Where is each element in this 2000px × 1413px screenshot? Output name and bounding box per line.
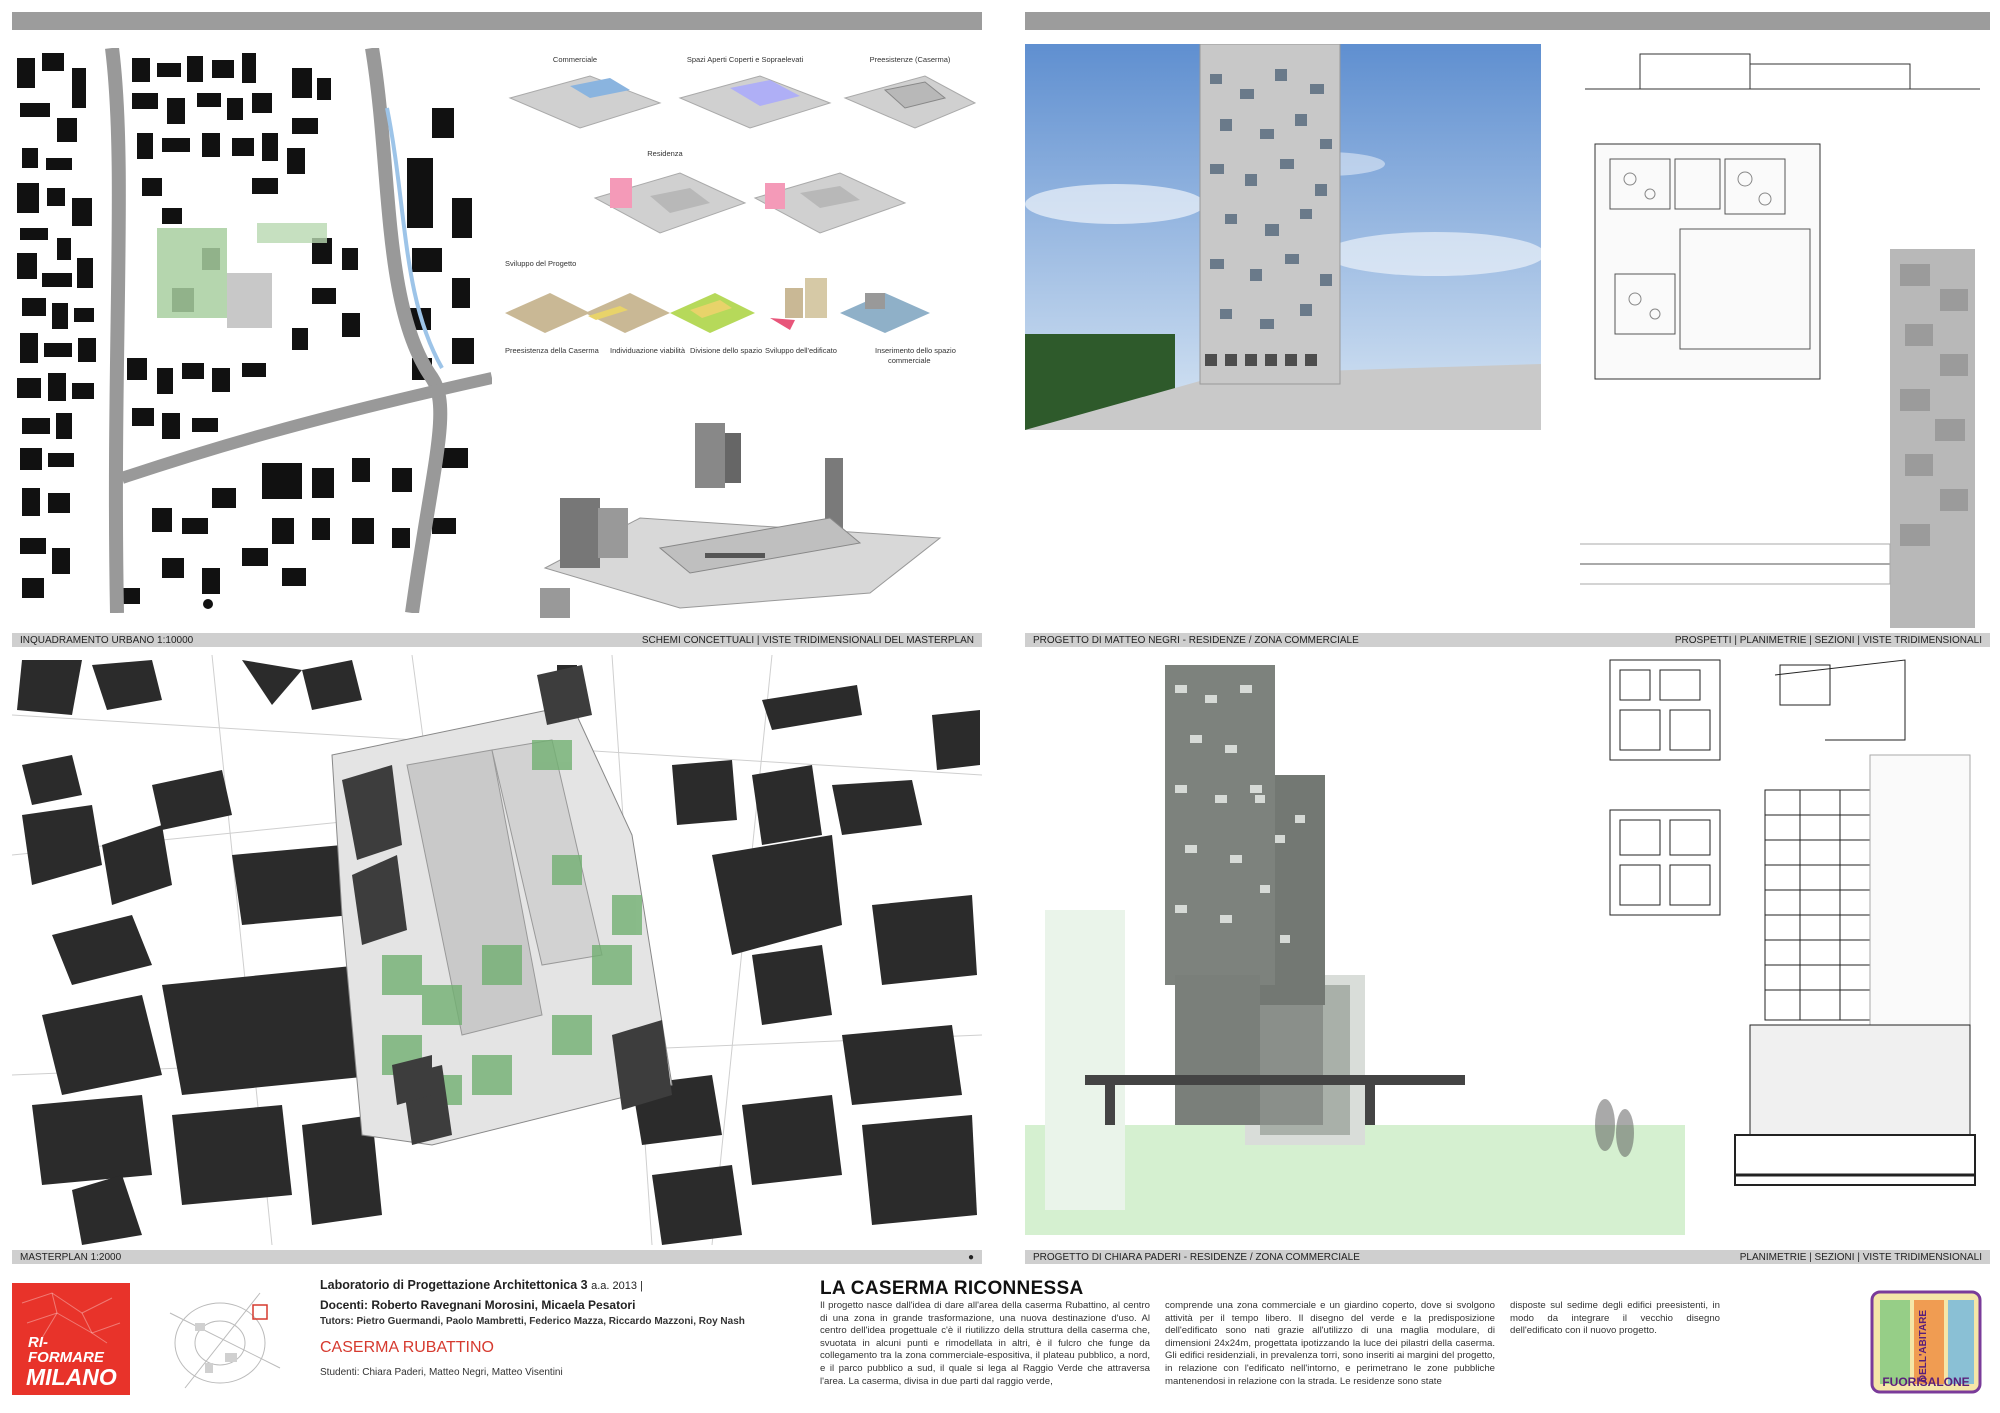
tutors: Tutors: Pietro Guermandi, Paolo Mambretti, Federico Mazza, Riccardo Mazzoni, Roy Nash (320, 1316, 745, 1327)
diagram-label-spazi-aperti: Spazi Aperti Coperti e Sopraelevati (686, 55, 804, 64)
credits-block (320, 1278, 750, 1378)
tower-render-photo (1025, 44, 1541, 430)
caption-masterplan: MASTERPLAN 1:2000 (20, 1251, 122, 1263)
bottom-left-caption (12, 1250, 982, 1264)
location-thumbnail-map (165, 1283, 285, 1395)
concept-diagrams (500, 48, 980, 618)
logo-line-3: MILANO (26, 1364, 117, 1390)
diagram-step-5b: commerciale (888, 356, 931, 365)
bottom-right-caption (1025, 1250, 1990, 1264)
top-right-caption (1025, 633, 1990, 647)
caption-paderi-drawings: PLANIMETRIE | SEZIONI | VISTE TRIDIMENSIONALI (1739, 1251, 1982, 1263)
students: Studenti: Chiara Paderi, Matteo Negri, Matteo Visentini (320, 1367, 563, 1378)
description-col-3: disposte sul sedime degli edifici preesistenti, in modo da integrare il vecchio disegno dell'edificato con il nuovo progetto. (1510, 1300, 1720, 1337)
project-name: CASERMA RUBATTINO (320, 1339, 494, 1356)
caption-urban-context: INQUADRAMENTO URBANO 1:10000 (20, 634, 194, 646)
top-left-caption (12, 633, 982, 647)
caption-negri-project: PROGETTO DI MATTEO NEGRI - RESIDENZE / ZONA COMMERCIALE (1033, 634, 1359, 646)
north-arrow-icon: ● (967, 1251, 974, 1263)
top-left-header-bar (12, 12, 982, 30)
riformare-milano-logo (12, 1283, 130, 1395)
towers-render (1025, 655, 1685, 1235)
top-right-header-bar (1025, 12, 1990, 30)
stamp-text-2: DELL'ABITARE (1918, 1309, 1929, 1383)
description-col-1: Il progetto nasce dall'idea di dare all'area della caserma Rubattino, al centro di una zona in grande trasformazione, una nuova destinazione d'uso. Al centro dell'idea progettuale c'è il riutilizzo della struttura della caserma che, svuotata in alcuni punti e rimodellata in altri, è il fulcro che funge da collegamento tra la zona commerciale-espositiva, il plateau pubblico, a nord, e il parco pubblico a sud, il quale si lega al Raggio Verde che attraversa l'area. La caserma, divisa in due parti dal raggio verde, (820, 1300, 1150, 1387)
docenti: Docenti: Roberto Ravegnani Morosini, Micaela Pesatori (320, 1298, 636, 1312)
diagram-step-5a: Inserimento dello spazio (875, 346, 956, 355)
diagram-step-1: Preesistenza della Caserma (505, 346, 599, 355)
description-title: LA CASERMA RICONNESSA (820, 1278, 1084, 1299)
caption-paderi-project: PROGETTO DI CHIARA PADERI - RESIDENZE / ZONA COMMERCIALE (1033, 1251, 1360, 1263)
urban-context-map (12, 48, 492, 613)
diagram-step-3: Divisione dello spazio (690, 346, 763, 355)
diagram-label-sviluppo: Sviluppo del Progetto (505, 259, 577, 268)
diagram-step-4: Sviluppo dell'edificato (765, 346, 837, 355)
lab-title-line (320, 1278, 750, 1292)
diagram-label-preesistenze: Preesistenze (Caserma) (869, 55, 951, 64)
stamp-text-1: FUORISALONE (1882, 1375, 1970, 1389)
masterplan-1-2000 (12, 655, 982, 1245)
floor-plans-sections (1600, 655, 1990, 1240)
description-col-2: comprende una zona commerciale e un giardino coperto, dove si svolgono attività per il tempo libero. Il disegno del verde e la predisposizione dell'edificato sono nati grazie all'utilizzo di una maglia modulare, di dimensioni 24x24m, progettata ipotizzando la luce dei pilastri della caserma. Gli edifici residenziali, in prevalenza torri, sono inseriti ai margini del progetto, in relazione con l'edificato nell'intorno, e perimetrano le zone pubbliche mantenendosi in relazione con la strada. Le residenze sono state (1165, 1300, 1495, 1387)
diagram-label-commerciale: Commerciale (552, 55, 598, 64)
elevation-drawings (1580, 44, 1990, 628)
masterplan-3d-view (540, 423, 940, 618)
caption-concept-schemes: SCHEMI CONCETTUALI | VISTE TRIDIMENSIONALI DEL MASTERPLAN (641, 634, 974, 646)
lab-year: a.a. 2013 | (591, 1280, 643, 1292)
logo-line-1: RI- (28, 1334, 48, 1351)
fuorisalone-stamp (1866, 1286, 1986, 1398)
logo-line-2: FORMARE (28, 1349, 104, 1366)
caption-negri-drawings: PROSPETTI | PLANIMETRIE | SEZIONI | VISTE TRIDIMENSIONALI (1674, 634, 1982, 646)
diagram-label-residenza: Residenza (647, 149, 683, 158)
diagram-step-2: Individuazione viabilità (610, 346, 686, 355)
lab-title: Laboratorio di Progettazione Architettonica 3 (320, 1278, 588, 1292)
